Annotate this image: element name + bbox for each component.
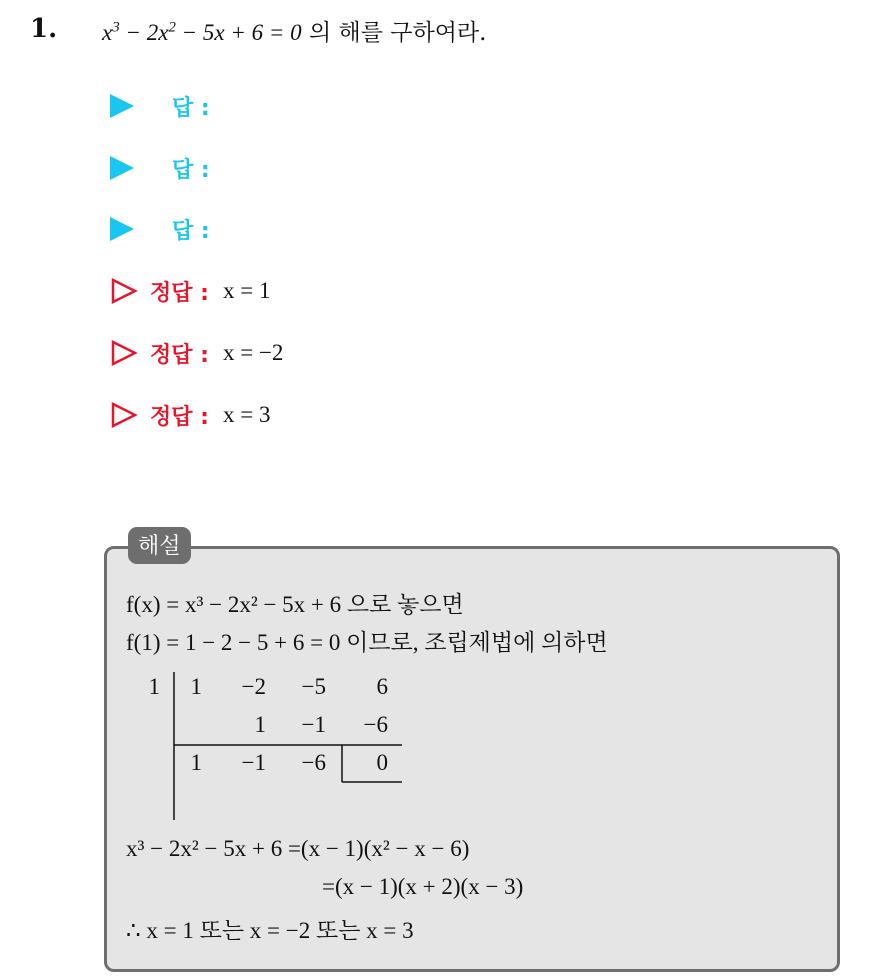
division-cell: −1 — [241, 750, 266, 775]
answer-label: 답 : — [172, 95, 210, 121]
explanation-tag: 해설 — [128, 527, 191, 564]
question-suffix: 의 해를 구하여라. — [301, 20, 487, 46]
divisor: 1 — [148, 674, 160, 699]
division-cell: −2 — [241, 674, 266, 699]
division-cell: −6 — [363, 712, 388, 737]
correct-answer-value: x = 1 — [222, 278, 271, 303]
division-cell: 6 — [376, 674, 388, 699]
explanation-line-1: f(x) = x³ − 2x² − 5x + 6 으로 놓으면 — [126, 592, 464, 617]
question-number: 1. — [30, 14, 58, 44]
answer-label: 답 : — [172, 157, 210, 183]
answer-label: 답 : — [172, 218, 210, 244]
factor-line-2: =(x − 1)(x + 2)(x − 3) — [322, 874, 524, 899]
division-cell: −6 — [301, 750, 326, 775]
division-cell: 0 — [376, 750, 388, 775]
division-cell: −1 — [301, 712, 326, 737]
correct-answer-label: 정답 : — [150, 342, 209, 368]
correct-answer-label: 정답 : — [150, 404, 209, 430]
correct-answer-label: 정답 : — [150, 280, 209, 306]
correct-answer-value: x = −2 — [222, 340, 284, 365]
division-cell: −5 — [301, 674, 326, 699]
factor-line-1: x³ − 2x² − 5x + 6 =(x − 1)(x² − x − 6) — [126, 836, 470, 861]
explanation-line-2: f(1) = 1 − 2 − 5 + 6 = 0 이므로, 조립제법에 의하면 — [126, 630, 608, 655]
question-equation: $x^3 - 2x^2 - 5x + 6 = 0$ — [102, 19, 302, 45]
division-cell: 1 — [190, 674, 202, 699]
correct-answer-value: x = 3 — [222, 402, 271, 427]
division-cell: 1 — [254, 712, 266, 737]
conclusion-line: ∴ x = 1 또는 x = −2 또는 x = 3 — [126, 918, 414, 943]
division-cell: 1 — [190, 750, 202, 775]
